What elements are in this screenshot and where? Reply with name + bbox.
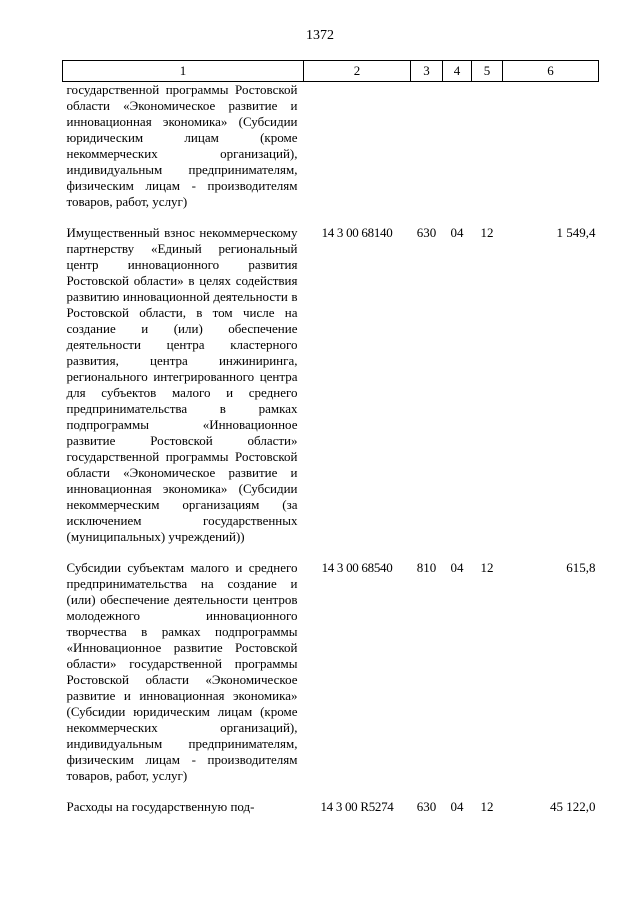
- table-header-row: [63, 61, 599, 82]
- table-row: [63, 799, 599, 815]
- row-pr: 12: [480, 225, 494, 240]
- row-rz: 04: [450, 225, 464, 240]
- row-vr: 810: [416, 560, 437, 575]
- column-header-amount: 6: [503, 61, 599, 82]
- budget-table: [62, 60, 599, 815]
- row-name: Субсидии субъектам малого и среднего предпринимательства на создание и (или) обеспечение деятельности центров молодежного инновационного творчества в рамках подпрограммы «Инновационное развитие Ростовской области» государственной программы Ростовской области «Экономическое развитие и инновационная экономика» (Субсидии юридическим лицам (кроме некоммерческих организаций), индивидуальным предпринимателям, физическим лицам - производителям товаров, работ, услуг): [66, 560, 298, 783]
- row-rz: 04: [450, 799, 464, 814]
- row-pr: 12: [480, 560, 494, 575]
- table-row: [63, 82, 599, 211]
- row-code: 14 3 00 R5274: [320, 799, 394, 814]
- row-name: государственной программы Ростовской области «Экономическое развитие и инновационная экономика» (Субсидии юридическим лицам (кроме некоммерческих организаций), индивидуальным предпринимателям, физическим лицам - производителям товаров, работ, услуг): [66, 82, 298, 209]
- row-code: 14 3 00 68140: [321, 225, 393, 240]
- column-header-name: 1: [63, 61, 304, 82]
- row-rz: 04: [450, 560, 464, 575]
- row-amount: [503, 82, 599, 211]
- column-header-pr: 5: [472, 61, 503, 82]
- column-header-code: 2: [304, 61, 411, 82]
- table-row: [63, 560, 599, 784]
- row-spacer: [63, 784, 599, 799]
- row-amount: 45 122,0: [550, 799, 596, 814]
- row-amount: 615,8: [566, 560, 596, 575]
- page-number: 1372: [306, 28, 334, 43]
- table-row: [63, 225, 599, 545]
- column-header-vr: 3: [411, 61, 443, 82]
- row-pr: [472, 82, 503, 211]
- row-name: Расходы на государственную под-: [66, 799, 255, 814]
- row-amount: 1 549,4: [556, 225, 596, 240]
- row-name: Имущественный взнос некоммерческому партнерству «Единый региональный центр инновационного развития Ростовской области» в целях содействия развитию инновационной деятельности в Ростовской области, в том числе на создание и (или) обеспечение деятельности центра кластерного развития, центра инжиниринга, регионального интегрированного центра для субъектов малого и среднего предпринимательства в рамках подпрограммы «Инновационное развитие Ростовской области» государственной программы Ростовской области «Экономическое развитие и инновационная экономика» (Субсидии некоммерческим организациям (за исключением государственных (муниципальных) учреждений)): [66, 225, 298, 544]
- row-vr: [411, 82, 443, 211]
- row-vr: 630: [416, 799, 437, 814]
- row-vr: 630: [416, 225, 437, 240]
- row-spacer: [63, 545, 599, 560]
- row-code: 14 3 00 68540: [321, 560, 393, 575]
- row-spacer: [63, 210, 599, 225]
- row-rz: [443, 82, 472, 211]
- row-code: [304, 82, 411, 211]
- row-pr: 12: [480, 799, 494, 814]
- column-header-rz: 4: [443, 61, 472, 82]
